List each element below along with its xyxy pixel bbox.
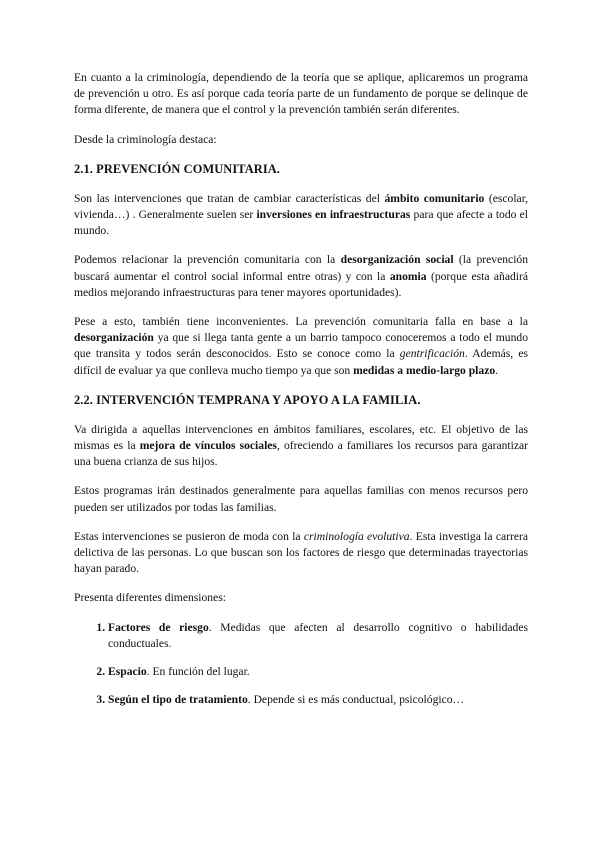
- paragraph-desorganizacion-anomia: Podemos relacionar la prevención comunitaria con la desorganización social (la prevención buscará aumentar el control social informal entre otras) y con la anomia (porque esta añadirá medios mejorando infraestructuras para tener mayores oportunidades).: [74, 253, 529, 299]
- dimensions-list: [74, 620, 528, 709]
- intro-paragraph: En cuanto a la criminología, dependiendo de la teoría que se aplique, aplicaremos un programa de prevención u otro. Es así porque cada teoría parte de un fundamento de porque se delinque de forma diferente, de manera que el control y la prevención también serán diferentes.: [74, 71, 528, 117]
- section-heading-intervencion-temprana: 2.2. INTERVENCIÓN TEMPRANA Y APOYO A LA FAMILIA.: [74, 392, 421, 407]
- paragraph-intervenciones-comunitarias: Son las intervenciones que tratan de cambiar características del ámbito comunitario (escolar, vivienda…) . Generalmente suelen ser inversiones en infraestructuras para que afecte a todo el mundo.: [74, 191, 529, 238]
- paragraph-ambitos-familiares: Va dirigida a aquellas intervenciones en ámbitos familiares, escolares, etc. El objetivo de las mismas es la mejora de vínculos sociales, ofreciendo a familiares los recursos para garantizar una buena crianza de sus hijos.: [74, 422, 528, 469]
- document-page: [74, 70, 528, 720]
- intro-lead: Desde la criminología destaca:: [74, 132, 217, 146]
- paragraph-inconvenientes: Pese a esto, también tiene inconvenientes. La prevención comunitaria falla en base a la desorganización ya que si llega tanta gente a un barrio tampoco conoceremos a todo el mundo que transita y todos serán desconocidos. Esto se conoce como la gentrificación. Además, es difícil de evaluar ya que conlleva mucho tiempo ya que son medidas a medio-largo plazo.: [74, 315, 528, 377]
- paragraph-criminologia-evolutiva: Estas intervenciones se pusieron de moda con la criminología evolutiva. Esta investiga la carrera delictiva de las personas. Lo que buscan son los factores de riesgo que determinadas trayectorias hayan parado.: [74, 529, 529, 576]
- paragraph-programas-familias: Estos programas irán destinados generalmente para aquellas familias con menos recursos pero pueden ser utilizados por todas las familias.: [74, 484, 528, 514]
- list-item: 2. Espacio. En función del lugar.: [108, 664, 528, 680]
- list-item: 3. Según el tipo de tratamiento. Depende si es más conductual, psicológico…: [108, 692, 528, 708]
- section-heading-prevencion-comunitaria: 2.1. PREVENCIÓN COMUNITARIA.: [74, 161, 280, 176]
- paragraph-dimensiones: Presenta diferentes dimensiones:: [74, 591, 226, 605]
- list-item: 1. Factores de riesgo. Medidas que afecten al desarrollo cognitivo o habilidades conductuales.: [108, 620, 528, 652]
